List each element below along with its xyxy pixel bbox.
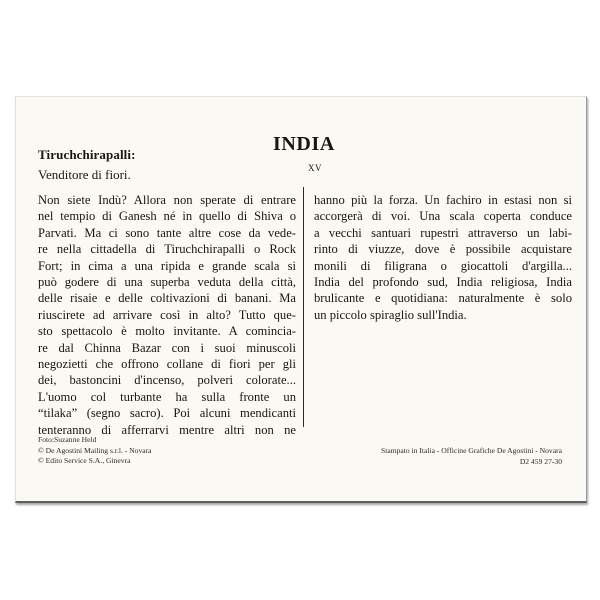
printer-line: Stampato in Italia - Officine Grafiche De Agostini - Novara bbox=[381, 446, 562, 455]
photo-caption: Venditore di fiori. bbox=[38, 167, 131, 182]
column-divider bbox=[303, 187, 304, 427]
text-line: hanno più la forza. Un fachiro in estasi non si bbox=[314, 193, 572, 207]
text-line: accorgerà di voi. Una scala coperta conduce bbox=[314, 209, 572, 224]
text-column-left bbox=[38, 192, 296, 438]
text-line: tenteranno di afferrarvi mentre altri non ne bbox=[38, 422, 296, 437]
text-line: negozietti che offrono collane di fiori per gli bbox=[38, 357, 296, 372]
text-line: rinto di viuzze, dove è possibile acquistare bbox=[314, 242, 572, 257]
text-line: sto spettacolo è molto invitante. A comincia- bbox=[38, 324, 296, 339]
text-line: riuscirete ad arrivare così in alto? Tutto que- bbox=[38, 307, 296, 322]
copyright-line: © Edito Service S.A., Ginevra bbox=[38, 456, 131, 466]
product-code: D2 459 27-30 bbox=[519, 456, 562, 466]
text-line: un piccolo spiraglio sull'India. bbox=[314, 307, 467, 322]
text-line: può godere di una superba veduta della città, bbox=[38, 275, 296, 290]
text-line: Parvati. Ma ci sono tante altre cose da vede- bbox=[38, 225, 296, 240]
text-line: monili di filigrana o giocattoli d'argilla... bbox=[314, 258, 572, 273]
photo-credit: Foto:Suzanne Held bbox=[38, 435, 97, 444]
text-line: delle risaie e delle coltivazioni di banani. Ma bbox=[38, 291, 296, 306]
card-title: INDIA bbox=[273, 133, 335, 155]
printer-block bbox=[381, 446, 562, 467]
text-column-right bbox=[314, 192, 572, 323]
place-heading: Tiruchchirapalli: bbox=[38, 147, 136, 162]
text-line: re nella cittadella di Tiruchchirapalli o Rock bbox=[38, 242, 296, 257]
text-line: “tilaka” (segno sacro). Poi alcuni mendicanti bbox=[38, 406, 296, 421]
text-line: a vecchi santuari rupestri attraverso un labi- bbox=[314, 225, 572, 240]
text-line: Fort; in cima a una ripida e grande scala si bbox=[38, 258, 296, 273]
text-line: L'uomo col turbante ha sulla fronte un bbox=[38, 389, 296, 404]
text-line: India del profondo sud, India religiosa, India bbox=[314, 275, 572, 290]
text-line: Non siete Indù? Allora non sperate di entrare bbox=[38, 193, 296, 207]
copyright-line: © De Agostini Mailing s.r.l. - Novara bbox=[38, 445, 152, 455]
postcard-back bbox=[15, 96, 587, 503]
text-line: brulicante e quotidiana: naturalmente è solo bbox=[314, 291, 572, 306]
credits-block bbox=[38, 435, 152, 467]
plate-number: XV bbox=[308, 163, 322, 173]
text-line: dei, bastoncini d'incenso, polveri colorate... bbox=[38, 373, 296, 388]
text-line: re dal Chinna Bazar con i suoi minuscoli bbox=[38, 340, 296, 355]
text-line: nel tempio di Ganesh né in quello di Shiva o bbox=[38, 209, 296, 224]
